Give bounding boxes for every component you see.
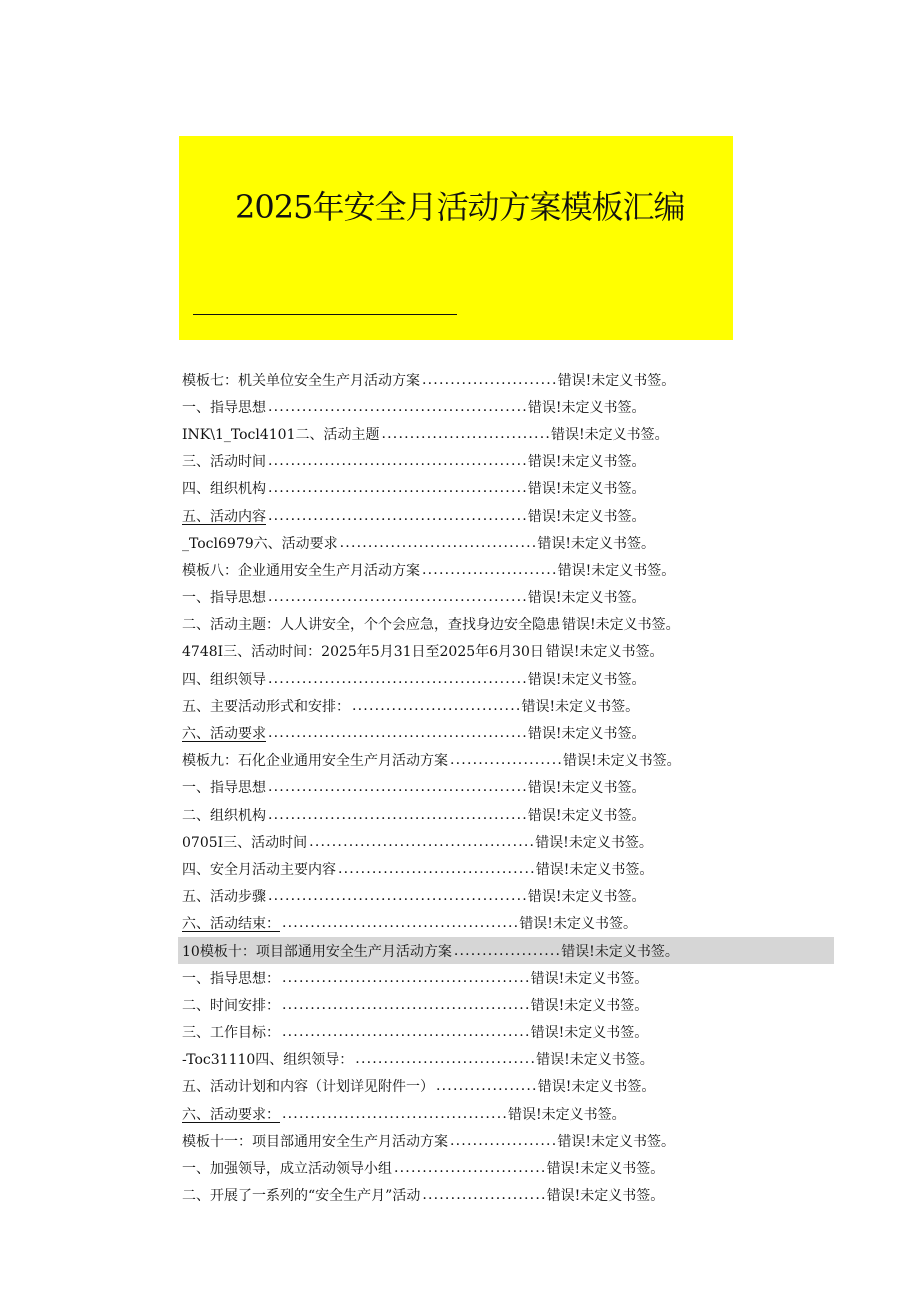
toc-dot-leader: ............................................ (282, 996, 531, 1013)
toc-dot-leader: .............................................. (268, 453, 528, 470)
toc-entry-label: 六、活动结束： (182, 916, 280, 933)
toc-page-reference: 错误!未定义书签。 (508, 1106, 626, 1123)
toc-dot-leader: ............................................ (282, 969, 531, 986)
toc-page-reference: 错误!未定义书签。 (536, 1052, 654, 1069)
toc-page-reference: 错误!未定义书签。 (519, 916, 637, 933)
toc-page-reference: 错误!未定义书签。 (527, 399, 646, 416)
toc-page-reference: 错误!未定义书签。 (546, 1161, 665, 1178)
toc-entry-label: 一、指导思想 (182, 590, 266, 607)
toc-entry-label: 模板十一：项目部通用安全生产月活动方案 (182, 1133, 448, 1150)
toc-page-reference: 错误!未定义书签。 (546, 1188, 665, 1205)
toc-entry-label: 一、加强领导，成立活动领导小组 (182, 1161, 392, 1178)
toc-entry-label: 五、活动步骤 (182, 889, 266, 906)
toc-page-reference: 错误!未定义书签。 (527, 780, 646, 797)
toc-page-reference: 错误!未定义书签。 (535, 834, 653, 851)
toc-entry-label: 六、活动要求： (182, 1106, 280, 1123)
toc-page-reference: 错误!未定义书签。 (530, 997, 649, 1014)
toc-page-reference: 错误!未定义书签。 (530, 970, 649, 987)
toc-entry-label: 三、工作目标： (182, 1025, 280, 1042)
toc-entry[interactable] (182, 692, 782, 719)
toc-entry-label: 五、活动计划和内容（计划详见附件一） (182, 1079, 434, 1096)
toc-entry[interactable] (182, 584, 782, 611)
toc-entry[interactable] (182, 1100, 782, 1127)
toc-entry-label: 二、组织机构 (182, 807, 266, 824)
toc-entry-label: 五、活动内容 (182, 508, 266, 525)
toc-page-reference: 错误!未定义书签。 (562, 617, 680, 634)
toc-dot-leader: .............................................. (268, 398, 528, 415)
toc-page-reference: 错误!未定义书签。 (557, 372, 676, 389)
toc-entry[interactable] (182, 828, 782, 855)
toc-page-reference: 错误!未定义书签。 (527, 807, 646, 824)
toc-entry-label: 10模板十：项目部通用安全生产月活动方案 (182, 943, 452, 960)
toc-dot-leader: .............................................. (268, 670, 528, 687)
toc-page-reference: 错误!未定义书签。 (527, 726, 646, 743)
toc-entry[interactable] (182, 1182, 782, 1209)
toc-dot-leader: .............................................. (268, 725, 528, 742)
toc-entry-label: 四、组织机构 (182, 481, 266, 498)
toc-page-reference: 错误!未定义书签。 (545, 644, 664, 661)
toc-page-reference: 错误!未定义书签。 (527, 590, 646, 607)
toc-entry-label: 一、指导思想 (182, 780, 266, 797)
toc-dot-leader: ............................................ (282, 1024, 531, 1041)
toc-dot-leader: ................... (453, 942, 562, 959)
toc-dot-leader: ........................................ (282, 1105, 509, 1122)
toc-dot-leader: .............................................. (268, 888, 528, 905)
toc-dot-leader: .......................................... (282, 915, 520, 932)
toc-entry[interactable] (182, 801, 782, 828)
toc-entry-label: 模板七：机关单位安全生产月活动方案 (182, 372, 420, 389)
toc-dot-leader: ........................................ (309, 833, 536, 850)
toc-entry-label: 0705I三、活动时间 (182, 834, 308, 851)
toc-dot-leader: ........................... (394, 1160, 547, 1177)
toc-entry[interactable] (182, 1073, 782, 1100)
toc-entry[interactable] (182, 638, 782, 665)
toc-entry-label: 六、活动要求 (182, 726, 266, 743)
toc-dot-leader: ................................... (338, 860, 536, 877)
toc-entry-label: 二、开展了一系列的“安全生产月”活动 (182, 1188, 421, 1205)
table-of-contents (182, 366, 782, 1209)
toc-entry[interactable] (182, 475, 782, 502)
toc-entry-label: 三、活动时间 (182, 454, 266, 471)
toc-page-reference: 错误!未定义书签。 (561, 943, 679, 960)
toc-dot-leader: .............................................. (268, 779, 528, 796)
toc-page-reference: 错误!未定义书签。 (527, 671, 646, 688)
toc-page-reference: 错误!未定义书签。 (557, 1133, 675, 1150)
toc-page-reference: 错误!未定义书签。 (527, 454, 646, 471)
toc-entry-label: 4748I三、活动时间：2025年5月31日至2025年6月30日 (182, 644, 544, 661)
toc-dot-leader: .............................. (381, 425, 552, 442)
toc-entry-label: 一、指导思想： (182, 970, 280, 987)
title-banner (179, 136, 733, 340)
toc-entry[interactable] (182, 964, 782, 991)
toc-dot-leader: .............................................. (268, 507, 528, 524)
toc-page-reference: 错误!未定义书签。 (527, 481, 646, 498)
toc-dot-leader: .............................................. (268, 589, 528, 606)
toc-entry[interactable] (182, 991, 782, 1018)
toc-page-reference: 错误!未定义书签。 (527, 889, 646, 906)
toc-dot-leader: ................................ (355, 1051, 537, 1068)
toc-dot-leader: ........................ (422, 371, 558, 388)
toc-page-reference: 错误!未定义书签。 (537, 535, 656, 552)
toc-entry[interactable] (182, 366, 782, 393)
toc-entry-label: 五、主要活动形式和安排： (182, 698, 350, 715)
toc-entry[interactable] (182, 855, 782, 882)
toc-page-reference: 错误!未定义书签。 (537, 1079, 656, 1096)
toc-entry[interactable] (182, 719, 782, 746)
toc-dot-leader: ................................... (339, 534, 538, 551)
toc-dot-leader: .................... (450, 752, 564, 769)
toc-dot-leader: .............................. (352, 697, 522, 714)
toc-dot-leader: .............................................. (268, 806, 528, 823)
toc-page-reference: 错误!未定义书签。 (551, 426, 669, 443)
toc-entry[interactable] (182, 1154, 782, 1181)
toc-page-reference: 错误!未定义书签。 (521, 698, 640, 715)
toc-entry[interactable] (182, 611, 782, 638)
toc-entry-label: 四、安全月活动主要内容 (182, 861, 336, 878)
toc-dot-leader: ...................... (422, 1187, 547, 1204)
toc-entry[interactable] (182, 883, 782, 910)
toc-page-reference: 错误!未定义书签。 (527, 508, 646, 525)
toc-entry[interactable] (182, 1019, 782, 1046)
toc-entry[interactable] (182, 747, 782, 774)
toc-page-reference: 错误!未定义书签。 (535, 861, 654, 878)
toc-dot-leader: .............................................. (268, 480, 528, 497)
toc-dot-leader: .................. (436, 1078, 538, 1095)
toc-entry[interactable] (182, 774, 782, 801)
toc-dot-leader: ................... (450, 1132, 558, 1149)
toc-dot-leader: ........................ (422, 561, 558, 578)
toc-page-reference: 错误!未定义书签。 (530, 1025, 649, 1042)
toc-entry-label: INK\1_Tocl4101二、活动主题 (182, 426, 380, 443)
toc-page-reference: 错误!未定义书签。 (563, 753, 681, 770)
toc-entry-label: -Toc31110四、组织领导： (182, 1052, 354, 1069)
toc-entry-label: 模板九：石化企业通用安全生产月活动方案 (182, 753, 448, 770)
toc-entry-label: 模板八：企业通用安全生产月活动方案 (182, 562, 420, 579)
toc-entry[interactable] (178, 937, 834, 964)
toc-entry[interactable] (182, 910, 782, 937)
toc-entry[interactable] (182, 448, 782, 475)
toc-entry-label: 一、指导思想 (182, 399, 266, 416)
toc-entry[interactable] (182, 529, 782, 556)
toc-entry[interactable] (182, 420, 782, 447)
toc-entry[interactable] (182, 502, 782, 529)
title-underline-rule (193, 314, 457, 315)
document-title: 2025年安全月活动方案模板汇编 (235, 188, 685, 226)
toc-page-reference: 错误!未定义书签。 (557, 562, 676, 579)
toc-entry-label: 四、组织领导 (182, 671, 266, 688)
toc-entry-label: 二、活动主题：人人讲安全，个个会应急，查找身边安全隐患 (182, 617, 560, 634)
toc-entry[interactable] (182, 1046, 782, 1073)
toc-entry[interactable] (182, 1127, 782, 1154)
toc-entry-label: 二、时间安排： (182, 997, 280, 1014)
toc-entry[interactable] (182, 393, 782, 420)
toc-entry-label: _Tocl6979六、活动要求 (182, 535, 338, 552)
toc-entry[interactable] (182, 556, 782, 583)
toc-entry[interactable] (182, 665, 782, 692)
